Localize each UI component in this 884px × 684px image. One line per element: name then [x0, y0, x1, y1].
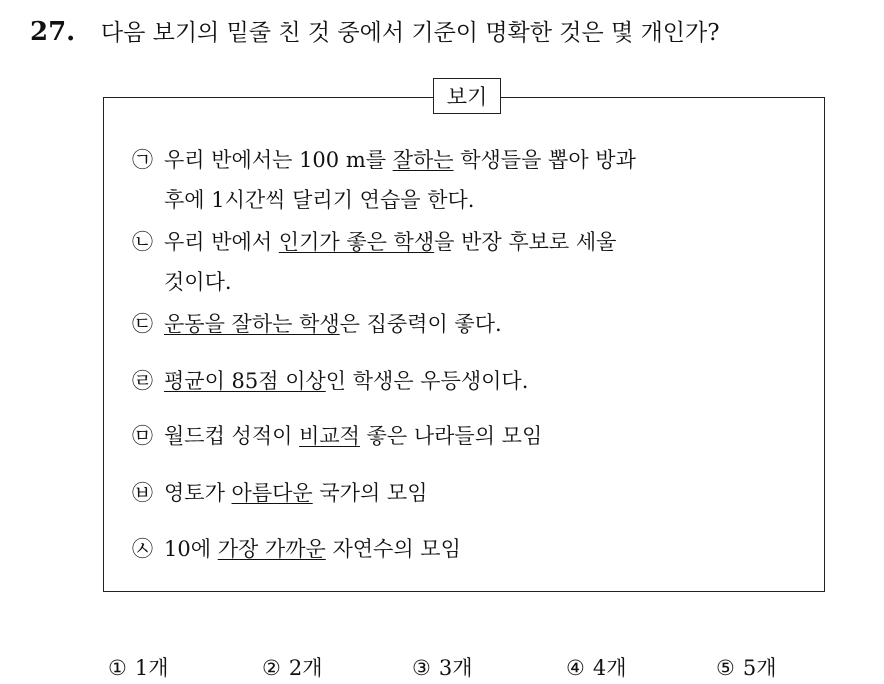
item-text-b: 인 학생은 우등생이다. — [325, 369, 529, 393]
choice-5[interactable] — [716, 652, 776, 682]
item-underlined-text: 운동을 잘하는 학생 — [164, 312, 340, 336]
item-mark: ㉦ — [132, 537, 153, 561]
choice-number: ③ — [412, 656, 431, 680]
item-text-b: 좋은 나라들의 모임 — [359, 424, 543, 448]
item-text-b: 을 반장 후보로 세울 — [434, 230, 617, 254]
item-underlined-text: 비교적 — [299, 424, 360, 448]
item-underlined-text: 인기가 좋은 학생 — [278, 230, 435, 254]
choice-number: ④ — [566, 656, 585, 680]
choice-number: ① — [108, 656, 127, 680]
item-text-b: 학생들을 뽑아 방과 — [453, 148, 636, 172]
item-mark: ㉤ — [132, 424, 153, 448]
example-box-title: 보기 — [433, 78, 501, 114]
example-item — [132, 473, 427, 513]
example-item — [132, 304, 502, 344]
question-text: 다음 보기의 밑줄 친 것 중에서 기준이 명확한 것은 몇 개인가? — [100, 20, 720, 46]
choice-1[interactable] — [108, 652, 168, 682]
item-underlined-text: 아름다운 — [231, 481, 313, 505]
example-item — [132, 529, 461, 569]
item-mark: ㉡ — [132, 230, 153, 254]
item-text-b: 은 집중력이 좋다. — [339, 312, 502, 336]
item-text-b: 국가의 모임 — [312, 481, 428, 505]
example-item — [132, 140, 636, 220]
example-item — [132, 361, 528, 401]
choice-3[interactable] — [412, 652, 472, 682]
item-underlined-text: 평균이 85점 이상 — [164, 369, 326, 393]
choice-label: 5개 — [742, 656, 777, 680]
example-item — [132, 416, 542, 456]
item-text-b: 자연수의 모임 — [325, 537, 461, 561]
item-underlined-text: 가장 가까운 — [217, 537, 326, 561]
item-text-a: 월드컵 성적이 — [164, 424, 300, 448]
item-mark: ㉠ — [132, 148, 153, 172]
item-underlined-text: 잘하는 — [392, 148, 454, 172]
item-text-a: 우리 반에서 — [164, 230, 279, 254]
choice-label: 3개 — [438, 656, 473, 680]
choice-number: ⑤ — [716, 656, 735, 680]
question-header — [30, 14, 720, 47]
choice-4[interactable] — [566, 652, 626, 682]
item-text-a: 우리 반에서는 100 m를 — [164, 148, 393, 172]
item-text-a: 10에 — [164, 537, 218, 561]
item-continuation: 후에 1시간씩 달리기 연습을 한다. — [164, 188, 475, 212]
item-continuation: 것이다. — [164, 270, 232, 294]
choice-label: 1개 — [134, 656, 169, 680]
choice-2[interactable] — [262, 652, 322, 682]
example-item — [132, 222, 616, 302]
choice-label: 4개 — [592, 656, 627, 680]
item-mark: ㉣ — [132, 369, 153, 393]
item-mark: ㉢ — [132, 312, 153, 336]
item-text-a: 영토가 — [164, 481, 232, 505]
question-number: 27. — [30, 17, 76, 47]
choice-number: ② — [262, 656, 281, 680]
item-mark: ㉥ — [132, 481, 153, 505]
choice-label: 2개 — [288, 656, 323, 680]
